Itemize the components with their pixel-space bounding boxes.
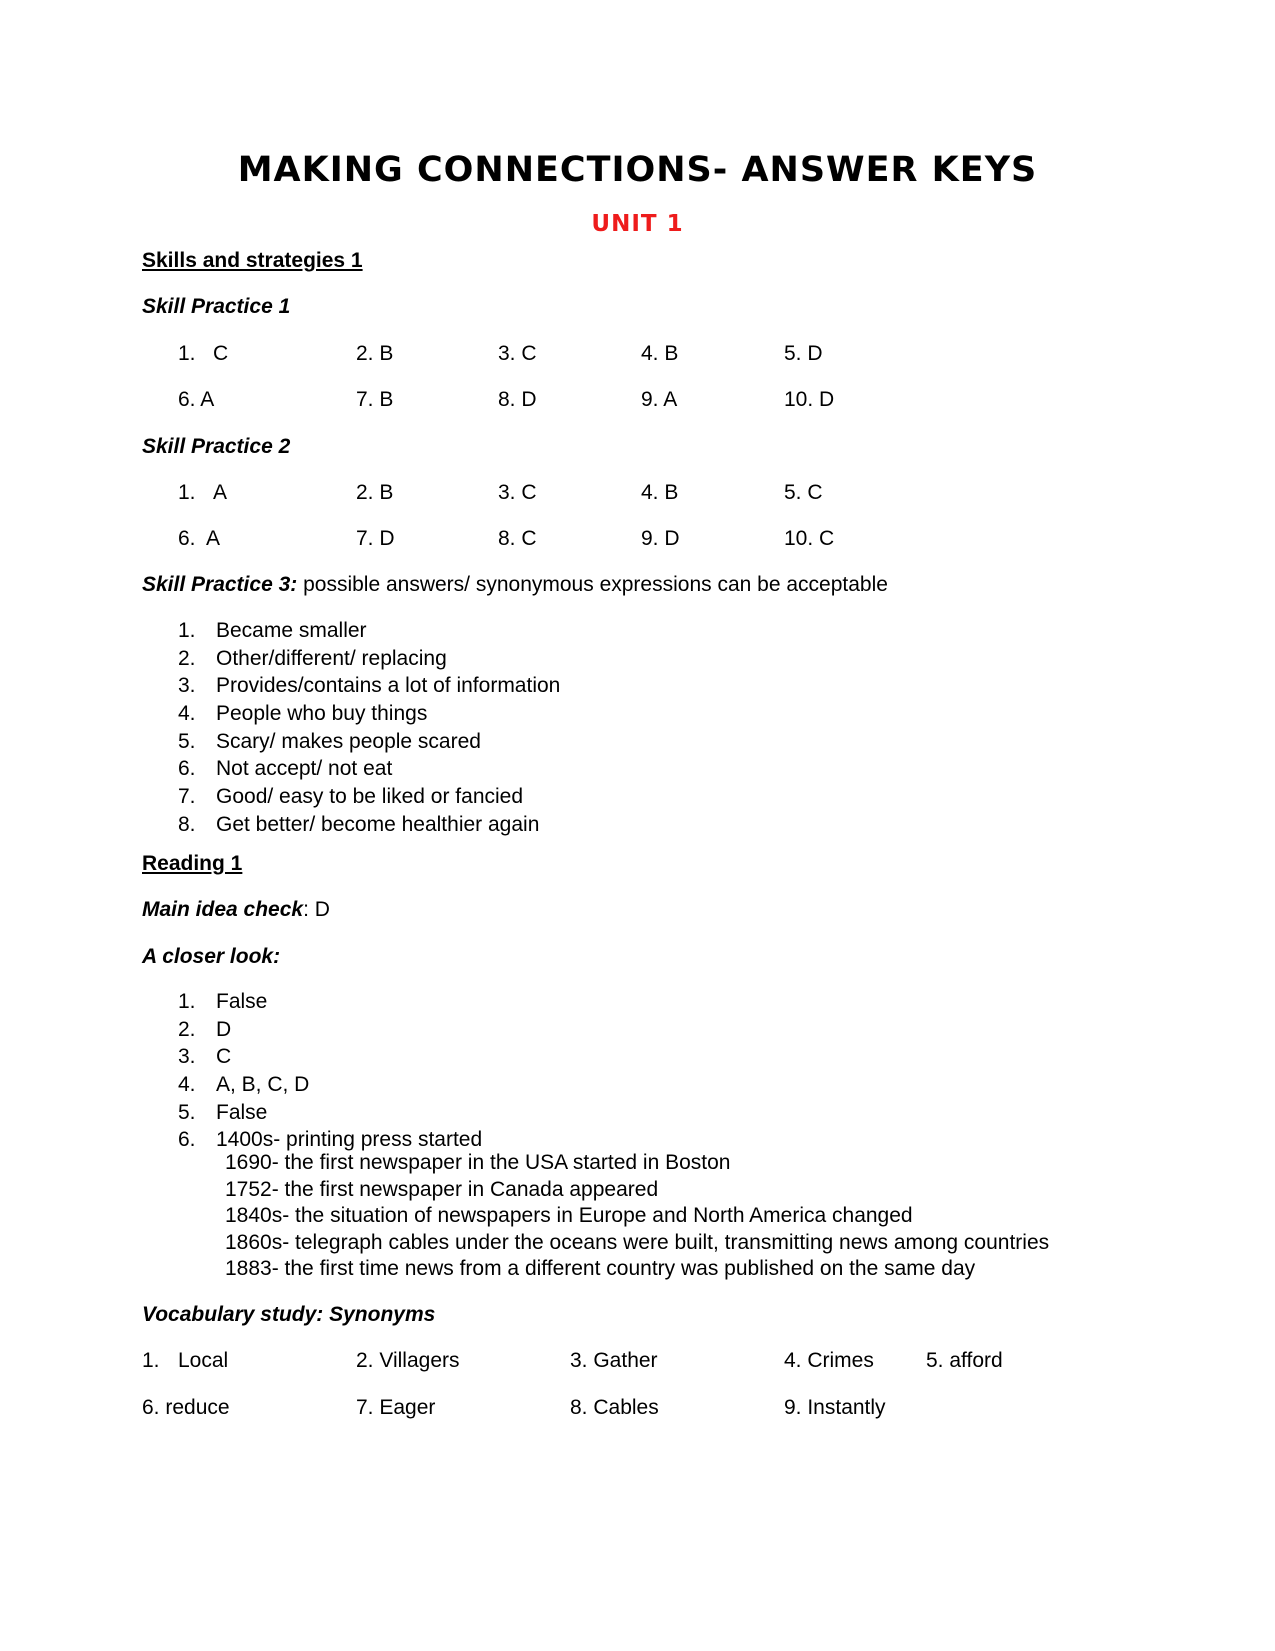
skill-practice-3-label: Skill Practice 3: [142,573,298,596]
sp2-answer: A [213,481,228,504]
sp2-answer: 3. C [498,481,537,504]
sp2-answer: 7. D [356,527,395,550]
skill-practice-3-note: possible answers/ synonymous expressions can be acceptable [297,573,888,596]
item-number: 4. [178,1073,196,1097]
sp2-answer: 6. A [178,527,221,550]
sp2-answer: 5. C [784,481,823,504]
page-title: MAKING CONNECTIONS- ANSWER KEYS [237,150,1038,190]
vocab-answer: 2. Villagers [356,1349,460,1372]
item-number: 7. [178,785,196,809]
item-number: 6. [178,1128,196,1152]
item-text: Good/ easy to be liked or fancied [216,785,524,809]
timeline-entry: 1690- the first newspaper in the USA started in Boston [225,1151,731,1174]
closer-look-label: A closer look: [142,945,281,968]
item-text: People who buy things [216,702,428,726]
item-text: Not accept/ not eat [216,757,393,781]
main-idea-label: Main idea check [142,898,304,921]
timeline-entry: 1840s- the situation of newspapers in Europe and North America changed [225,1204,913,1227]
skills-heading: Skills and strategies 1 [142,249,363,272]
item-number: 8. [178,812,196,836]
sp1-answer: 4. B [641,342,679,365]
item-number: 6. [178,757,196,781]
item-number: 1. [178,619,196,642]
item-text: Other/different/ replacing [216,646,447,670]
sp2-answer: 8. C [498,527,537,550]
sp2-answer: 9. D [641,527,680,550]
sp2-answer: 1. [178,481,196,504]
sp1-answer: 8. D [498,388,537,411]
item-text: False [216,990,268,1013]
vocabulary-label: Vocabulary study: Synonyms [142,1303,436,1326]
item-text: A, B, C, D [216,1073,310,1097]
item-number: 5. [178,729,196,753]
sp1-answer: C [213,342,229,365]
sp1-answer: 7. B [356,388,394,411]
skill-practice-1-label: Skill Practice 1 [142,295,291,318]
item-text: 1400s- printing press started [216,1128,483,1152]
sp1-answer: 10. D [784,388,835,411]
item-number: 2. [178,1017,196,1041]
vocab-answer: 3. Gather [570,1349,658,1372]
vocab-answer: 5. afford [926,1349,1003,1372]
vocab-answer: 7. Eager [356,1396,436,1419]
item-text: Get better/ become healthier again [216,812,540,836]
item-number: 1. [178,990,196,1013]
vocab-answer: 1. [142,1349,160,1372]
item-text: Became smaller [216,619,367,642]
sp2-answer: 4. B [641,481,679,504]
sp1-answer: 9. A [641,388,678,411]
timeline-entry: 1883- the first time news from a different country was published on the same day [225,1257,976,1280]
skill-practice-2-label: Skill Practice 2 [142,435,291,458]
sp2-answer: 2. B [356,481,394,504]
sp1-answer: 1. [178,342,196,365]
item-number: 5. [178,1100,196,1124]
vocab-answer: 6. reduce [142,1396,230,1419]
item-text: Provides/contains a lot of information [216,674,561,698]
item-text: Scary/ makes people scared [216,729,481,753]
main-idea-answer: : D [303,898,330,921]
vocab-answer: 9. Instantly [784,1396,886,1419]
vocab-answer: 8. Cables [570,1396,659,1419]
item-number: 2. [178,646,196,670]
vocab-answer: Local [178,1349,229,1372]
item-number: 4. [178,702,196,726]
main-idea-line [142,897,330,923]
timeline-entry: 1860s- telegraph cables under the oceans were built, transmitting news among countries [225,1231,1050,1254]
sp1-answer: 2. B [356,342,394,365]
skill-practice-3-line [142,572,888,598]
item-number: 3. [178,674,196,698]
item-text: D [216,1017,232,1041]
item-number: 3. [178,1045,196,1069]
unit-heading: UNIT 1 [591,211,684,237]
sp1-answer: 3. C [498,342,537,365]
sp1-answer: 5. D [784,342,823,365]
item-text: False [216,1100,268,1124]
reading-heading: Reading 1 [142,852,243,875]
vocab-answer: 4. Crimes [784,1349,874,1372]
timeline-entry: 1752- the first newspaper in Canada appeared [225,1178,659,1201]
item-text: C [216,1045,232,1069]
sp1-answer: 6. A [178,388,215,411]
sp2-answer: 10. C [784,527,835,550]
